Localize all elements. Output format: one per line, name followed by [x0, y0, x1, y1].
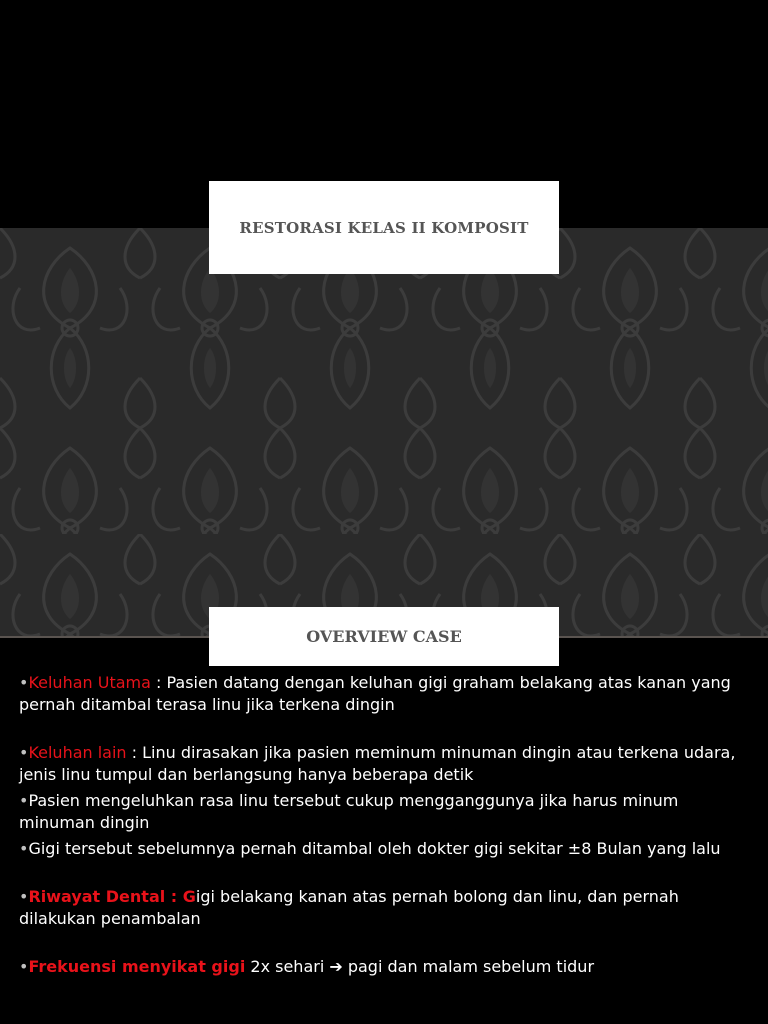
bullet-gigi-ditambal [19, 838, 749, 860]
bullet-text: Pasien mengeluhkan rasa linu tersebut cukup mengganggunya jika harus minum minuman dingin [19, 791, 679, 832]
bullet-text: Pasien datang dengan keluhan gigi graham belakang atas kanan yang pernah ditambal terasa linu jika terkena dingin [19, 673, 731, 714]
bullet-sep: : [150, 673, 167, 692]
bullet-dot: • [19, 743, 29, 762]
bullet-text: Gigi tersebut sebelumnya pernah ditambal oleh dokter gigi sekitar ±8 Bulan yang lalu [28, 839, 721, 858]
bullet-dot: • [19, 839, 29, 858]
slide-2-title: OVERVIEW CASE [209, 607, 559, 666]
bullet-text: igi belakang kanan atas pernah bolong dan linu, dan pernah dilakukan penambalan [19, 887, 679, 928]
bullet-text: 2x sehari ➔ pagi dan malam sebelum tidur [245, 957, 595, 976]
bullet-label: Keluhan lain [28, 743, 127, 762]
bullet-dot: • [19, 673, 29, 692]
bullet-dot: • [19, 957, 29, 976]
bullet-dot: • [19, 887, 29, 906]
bullet-dot: • [19, 791, 29, 810]
bullet-riwayat-dental [19, 886, 749, 930]
slide-1-title: RESTORASI KELAS II KOMPOSIT [209, 181, 559, 274]
bullet-pasien-mengeluhkan [19, 790, 749, 834]
bullet-text: Linu dirasakan jika pasien meminum minuman dingin atau terkena udara, jenis linu tumpul dan berlangsung hanya beberapa detik [19, 743, 736, 784]
slide-2-content [19, 672, 749, 978]
bullet-keluhan-lain [19, 742, 749, 786]
bullet-keluhan-utama [19, 672, 749, 716]
bullet-label: Keluhan Utama [28, 673, 151, 692]
bullet-frekuensi [19, 956, 749, 978]
bullet-label: Riwayat Dental : G [28, 887, 196, 906]
bullet-label: Frekuensi menyikat gigi [28, 957, 246, 976]
bullet-sep: : [126, 743, 143, 762]
